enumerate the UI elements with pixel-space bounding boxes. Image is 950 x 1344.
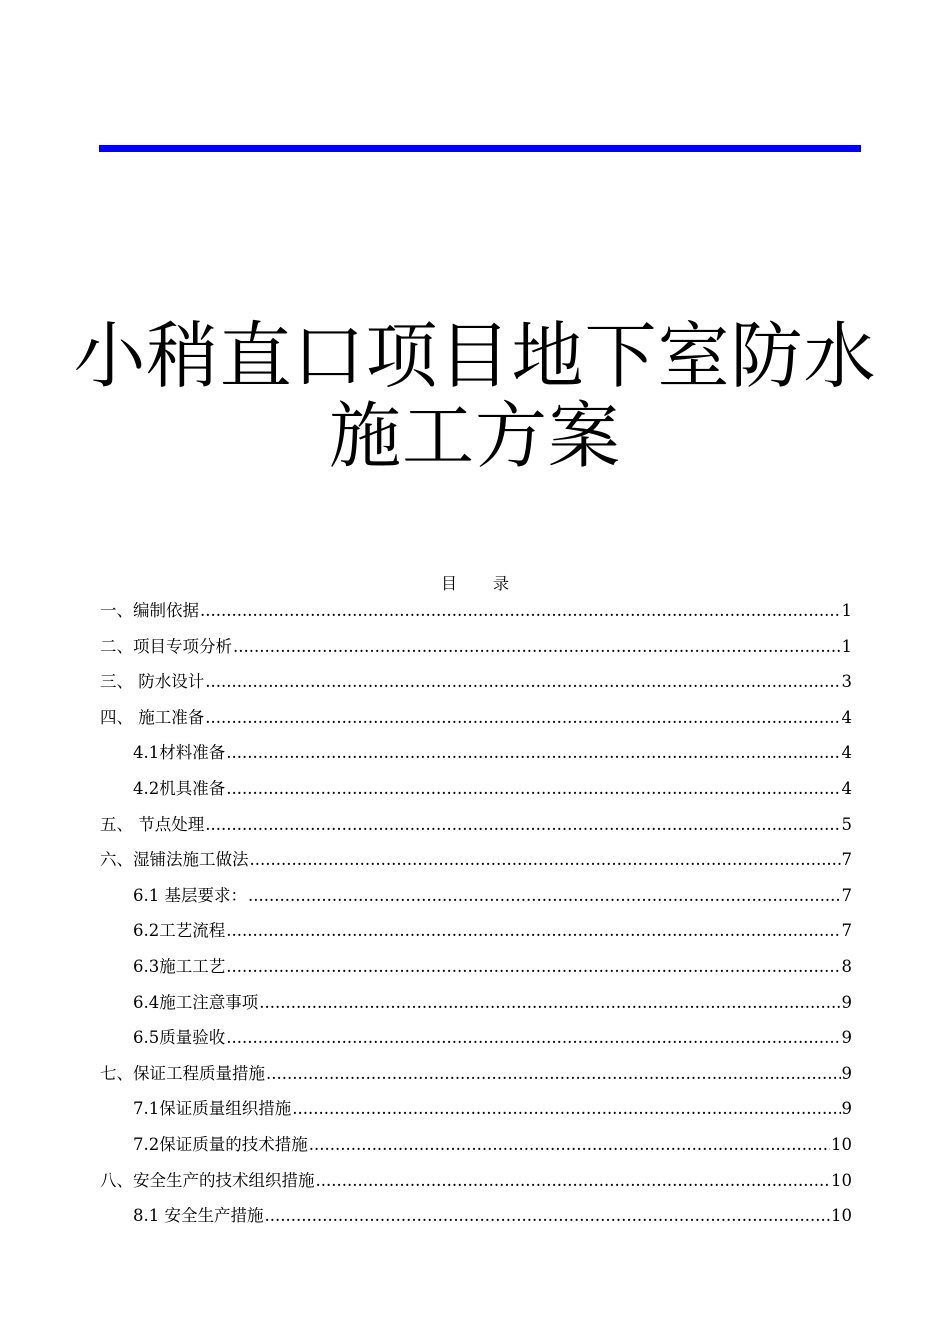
toc-entry-label: 六、湿铺法施工做法 xyxy=(100,850,249,870)
toc-entry[interactable] xyxy=(100,1198,852,1234)
toc-entry-label: 6.3施工工艺 xyxy=(133,956,226,976)
toc-entry-page: 9 xyxy=(841,1063,852,1083)
document-title xyxy=(60,314,890,479)
toc-entry-page: 4 xyxy=(841,778,852,798)
toc-entry-page: 7 xyxy=(841,885,852,905)
toc-leader-dots xyxy=(205,807,840,843)
toc-leader-dots xyxy=(200,593,841,629)
toc-entry-label: 七、保证工程质量措施 xyxy=(100,1063,265,1083)
toc-entry-page: 7 xyxy=(841,850,852,870)
toc-leader-dots xyxy=(233,629,841,665)
toc-entry-label: 4.2机具准备 xyxy=(133,778,226,798)
toc-entry[interactable] xyxy=(100,771,852,807)
toc-entry-page: 1 xyxy=(841,636,852,656)
toc-entry-label: 一、编制依据 xyxy=(100,601,199,620)
toc-entry-page: 4 xyxy=(841,743,852,763)
toc-entry[interactable] xyxy=(100,593,852,629)
toc-entry[interactable] xyxy=(100,1163,852,1199)
table-of-contents xyxy=(100,593,852,1234)
toc-entry-label: 6.1 基层要求： xyxy=(133,885,247,905)
toc-entry-label: 八、安全生产的技术组织措施 xyxy=(100,1170,315,1190)
toc-entry-label: 五、 节点处理 xyxy=(100,814,205,834)
toc-entry[interactable] xyxy=(100,807,852,843)
toc-entry[interactable] xyxy=(100,735,852,771)
toc-entry-page: 1 xyxy=(841,601,852,620)
toc-entry[interactable] xyxy=(100,629,852,665)
toc-leader-dots xyxy=(205,664,840,700)
toc-leader-dots xyxy=(265,1198,831,1234)
toc-entry-label: 三、 防水设计 xyxy=(100,672,205,692)
toc-entry[interactable] xyxy=(100,949,852,985)
toc-entry-page: 9 xyxy=(841,992,852,1012)
toc-entry[interactable] xyxy=(100,1127,852,1163)
toc-entry-label: 二、项目专项分析 xyxy=(100,636,232,656)
toc-leader-dots xyxy=(248,878,841,914)
toc-entry-page: 5 xyxy=(841,814,852,834)
toc-leader-dots xyxy=(259,985,840,1021)
toc-leader-dots xyxy=(309,1127,830,1163)
toc-entry-label: 7.1保证质量组织措施 xyxy=(133,1099,292,1119)
toc-entry-label: 4.1材料准备 xyxy=(133,743,226,763)
toc-leader-dots xyxy=(226,913,840,949)
toc-entry-label: 6.5质量验收 xyxy=(133,1028,226,1048)
header-rule xyxy=(99,145,861,152)
document-title-line-2: 施工方案 xyxy=(328,394,621,479)
toc-leader-dots xyxy=(205,700,840,736)
toc-entry[interactable] xyxy=(100,1056,852,1092)
toc-entry-page: 9 xyxy=(841,1099,852,1119)
toc-entry[interactable] xyxy=(100,700,852,736)
toc-entry-page: 9 xyxy=(841,1028,852,1048)
document-title-line-1: 小稍直口项目地下室防水 xyxy=(73,314,877,399)
toc-entry-label: 8.1 安全生产措施 xyxy=(133,1206,264,1226)
toc-entry[interactable] xyxy=(100,1020,852,1056)
toc-leader-dots xyxy=(226,735,840,771)
toc-entry-page: 7 xyxy=(841,921,852,941)
toc-entry-page: 10 xyxy=(831,1134,852,1154)
toc-leader-dots xyxy=(226,949,840,985)
toc-entry-page: 8 xyxy=(841,956,852,976)
toc-entry-label: 四、 施工准备 xyxy=(100,707,205,727)
toc-entry-label: 6.4施工注意事项 xyxy=(133,992,259,1012)
toc-entry-page: 3 xyxy=(841,672,852,692)
toc-entry-page: 10 xyxy=(831,1170,852,1190)
toc-entry[interactable] xyxy=(100,878,852,914)
toc-leader-dots xyxy=(316,1163,831,1199)
toc-entry[interactable] xyxy=(100,664,852,700)
toc-entry[interactable] xyxy=(100,913,852,949)
toc-leader-dots xyxy=(292,1091,840,1127)
toc-entry-page: 4 xyxy=(841,707,852,727)
toc-entry[interactable] xyxy=(100,1091,852,1127)
toc-entry[interactable] xyxy=(100,842,852,878)
toc-leader-dots xyxy=(226,771,840,807)
toc-leader-dots xyxy=(266,1056,841,1092)
toc-leader-dots xyxy=(250,842,841,878)
toc-entry[interactable] xyxy=(100,985,852,1021)
toc-heading: 目录 xyxy=(440,574,545,593)
toc-entry-label: 7.2保证质量的技术措施 xyxy=(133,1134,308,1154)
toc-leader-dots xyxy=(226,1020,840,1056)
toc-entry-page: 10 xyxy=(831,1206,852,1226)
toc-entry-label: 6.2工艺流程 xyxy=(133,921,226,941)
